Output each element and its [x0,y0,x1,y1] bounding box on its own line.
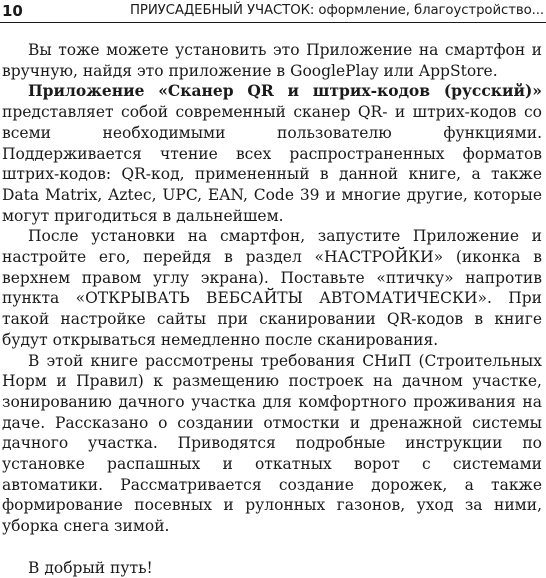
running-title: ПРИУСАДЕБНЫЙ УЧАСТОК: оформление, благоустройство... [130,3,544,18]
app-name-bold: Приложение «Сканер QR и штрих-кодов (русский)» [28,81,542,101]
page-body [2,40,542,578]
page-header [0,0,546,26]
page-number: 10 [2,2,23,20]
paragraph-install-manually: Вы тоже можете установить это Приложение на смартфон и вручную, найдя это приложение в GooglePlay или AppStore. [2,41,542,80]
header-divider [0,22,546,23]
paragraph-book-summary: В этой книге рассмотрены требования СНиП (Строительных Норм и Правил) к размещению построек на дачном участке, зонированию дачного участка для комфортного проживания на даче. Рассказано о создании отмостки и дренажной системы дачного участка. Приводятся подробные инструкции по установке распашных и откатных ворот с системами автоматики. Рассматривается создание дорожек, а также формирование посевных и рулонных газонов, уход за ними, уборка снега зимой. [2,351,542,536]
paragraph-app-description [2,81,542,226]
paragraph-farewell: В добрый путь! [28,558,153,577]
paragraph-settings: После установки на смартфон, запустите Приложение и настройте его, перейдя в раздел «НАСТРОЙКИ» (иконка в верхнем правом углу экрана). Поставьте «птичку» напротив пункта «ОТКРЫВАТЬ ВЕБСАЙТЫ АВТОМАТИЧЕСКИ». При такой настройке сайты при сканировании QR-кодов в книге будут открываться немедленно после сканирования. [2,227,542,349]
app-description-text: представляет собой современный сканер QR- и штрих-кодов со всеми необходимыми пользователю функциями. Поддерживается чтение всех распространенных форматов штрих-кодов: QR-код, примененный в данной книге, а также Data Matrix, Aztec, UPC, EAN, Code 39 и многие другие, которые могут пригодиться в дальнейшем. [2,103,542,225]
